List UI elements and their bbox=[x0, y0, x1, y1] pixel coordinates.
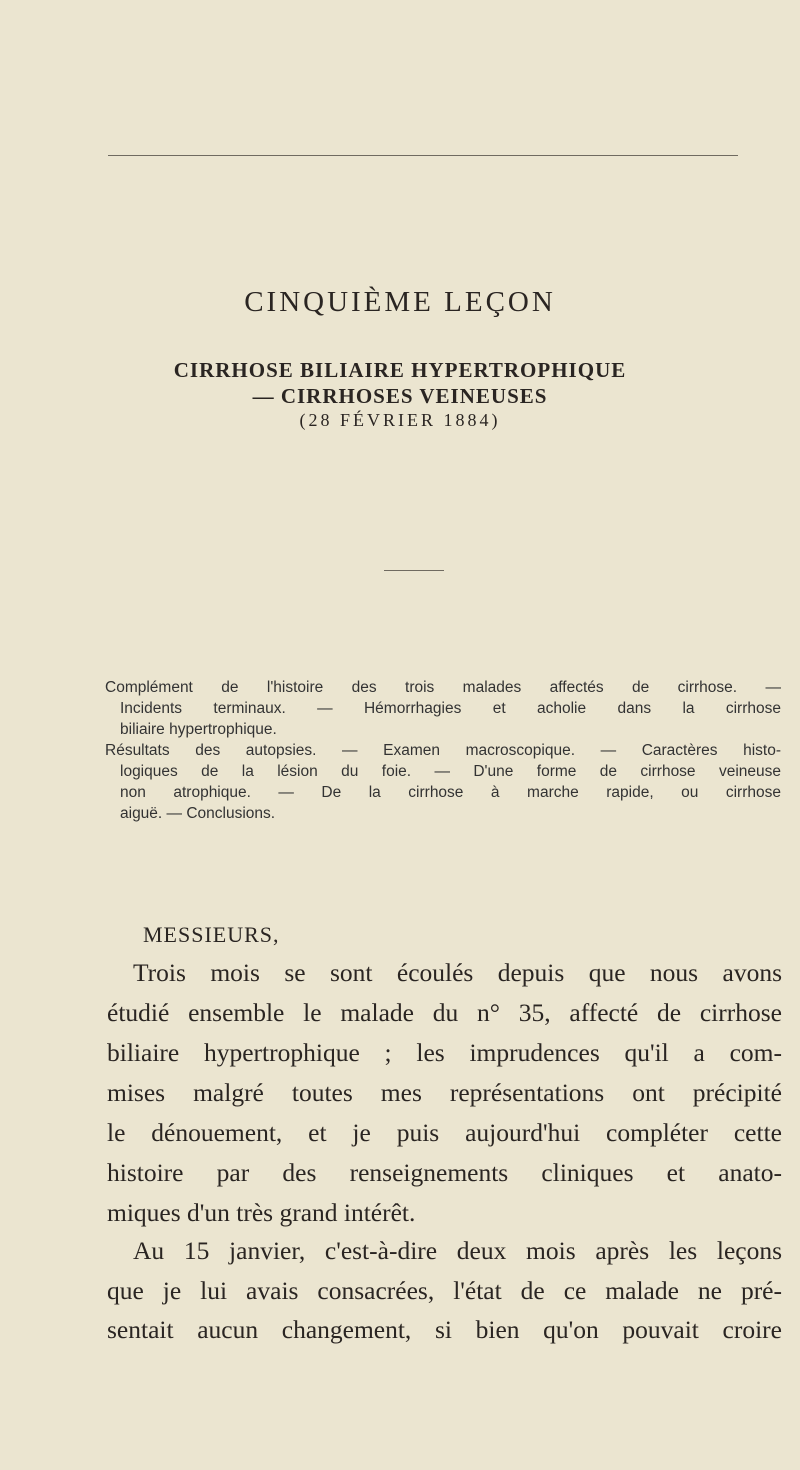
chapter-title: CINQUIÈME LEÇON bbox=[244, 286, 556, 318]
body-line: biliaire hypertrophique ; les imprudences qu'il a com- bbox=[107, 1038, 782, 1067]
lecture-date: (28 FÉVRIER 1884) bbox=[299, 410, 501, 430]
chapter-subtitle-1: CIRRHOSE BILIAIRE HYPERTROPHIQUE bbox=[173, 358, 627, 382]
summary-line: non atrophique. — De la cirrhose à marche rapide, ou cirrhose bbox=[120, 784, 781, 801]
summary-line: Résultats des autopsies. — Examen macroscopique. — Caractères histo- bbox=[105, 742, 781, 759]
body-line: sentait aucun changement, si bien qu'on pouvait croire bbox=[107, 1315, 782, 1344]
body-line: histoire par des renseignements cliniques et anato- bbox=[107, 1158, 782, 1187]
summary-line: biliaire hypertrophique. bbox=[120, 721, 277, 738]
summary-line: aiguë. — Conclusions. bbox=[120, 805, 276, 822]
body-line: que je lui avais consacrées, l'état de ce malade ne pré- bbox=[107, 1276, 782, 1305]
body-line: Trois mois se sont écoulés depuis que nous avons bbox=[133, 958, 782, 987]
chapter-subtitle-2: — CIRRHOSES VEINEUSES bbox=[252, 384, 548, 408]
body-line: le dénouement, et je puis aujourd'hui compléter cette bbox=[107, 1118, 782, 1147]
summary-line: Incidents terminaux. — Hémorrhagies et acholie dans la cirrhose bbox=[120, 700, 781, 717]
salutation: MESSIEURS, bbox=[143, 922, 280, 947]
top-rule bbox=[108, 155, 738, 156]
body-line: miques d'un très grand intérêt. bbox=[107, 1198, 416, 1227]
body-line: mises malgré toutes mes représentations ont précipité bbox=[107, 1078, 782, 1107]
separator-rule bbox=[384, 570, 444, 571]
body-line: étudié ensemble le malade du n° 35, affecté de cirrhose bbox=[107, 998, 782, 1027]
summary-line: Complément de l'histoire des trois malades affectés de cirrhose. — bbox=[105, 679, 781, 696]
summary-line: logiques de la lésion du foie. — D'une forme de cirrhose veineuse bbox=[120, 763, 781, 780]
body-line: Au 15 janvier, c'est-à-dire deux mois après les leçons bbox=[133, 1236, 782, 1265]
